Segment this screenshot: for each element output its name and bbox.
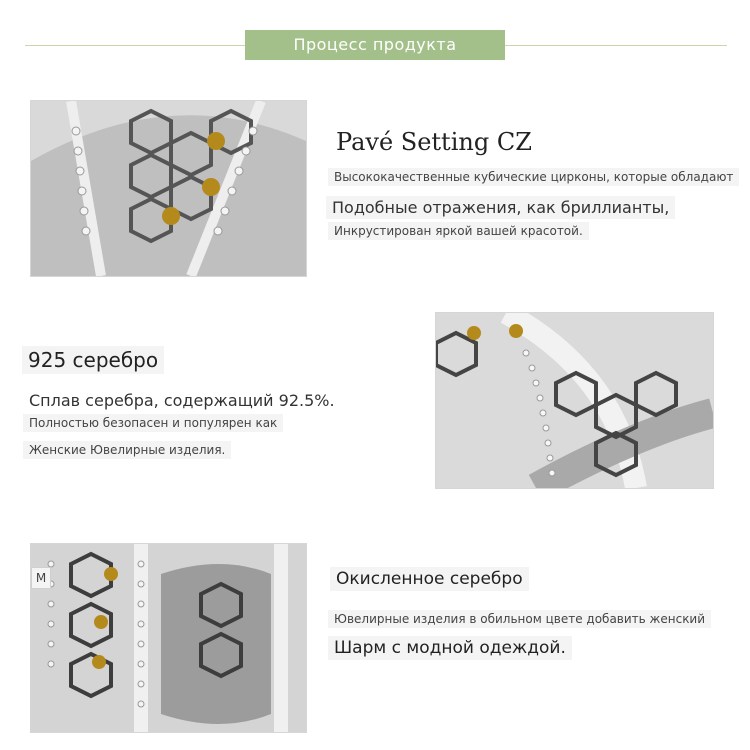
ring-oxidized-illustration [31,544,306,732]
header-divider-left [25,45,245,46]
section2-title: 925 серебро [22,346,164,374]
section3-title: Окисленное серебро [330,567,529,591]
size-badge: M [31,567,51,589]
section1-title: Pavé Setting CZ [336,128,532,156]
section2-line1: Сплав серебра, содержащий 92.5%. [29,391,335,410]
section2-line2: Полностью безопасен и популярен как [23,414,283,432]
section3-line1: Ювелирные изделия в обильном цвете добавить женский [328,610,711,628]
ring-photo-oxidized [30,543,307,733]
header-divider-right [505,45,727,46]
section1-line3: Инкрустирован яркой вашей красотой. [328,222,589,240]
section3-line2: Шарм с модной одеждой. [328,636,572,660]
ring-silver-illustration [436,313,713,488]
ring-pave-illustration [31,101,306,276]
section2-line3: Женские Ювелирные изделия. [23,441,231,459]
ring-photo-silver [435,312,714,489]
ring-photo-pave [30,100,307,277]
section1-line2: Подобные отражения, как бриллианты, [326,196,675,219]
section1-line1: Высококачественные кубические цирконы, которые обладают [328,168,739,186]
section-banner: Процесс продукта [245,30,505,60]
